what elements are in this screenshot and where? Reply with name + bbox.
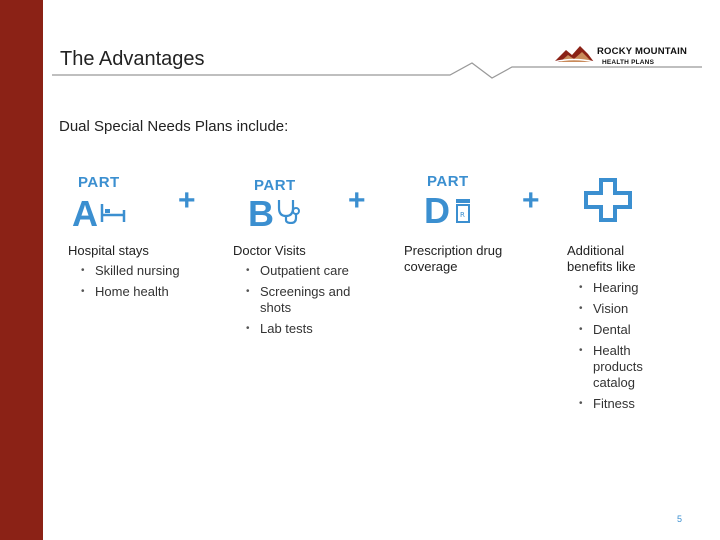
bullet-list-doctor	[246, 263, 366, 342]
page-title: The Advantages	[60, 48, 205, 70]
plus-sign: +	[522, 184, 540, 217]
list-item: • Health products catalog	[579, 343, 659, 391]
stethoscope-icon	[275, 198, 303, 224]
plus-sign: +	[348, 184, 366, 217]
logo-subtext: HEALTH PLANS	[602, 59, 655, 66]
hospital-bed-icon	[100, 202, 126, 224]
column-heading-doctor: Doctor Visits	[233, 243, 306, 258]
list-item: • Dental	[579, 322, 659, 338]
bullet-list-additional	[579, 280, 659, 417]
list-item: • Hearing	[579, 280, 659, 296]
list-item: • Outpatient care	[246, 263, 366, 279]
left-accent-bar	[0, 0, 43, 540]
part-b-letter: B	[248, 193, 274, 234]
pill-bottle-icon	[454, 198, 472, 224]
logo-text: ROCKY MOUNTAIN	[597, 46, 688, 57]
list-item: • Screenings and shots	[246, 284, 352, 316]
list-item: • Home health	[81, 284, 221, 300]
list-item: • Fitness	[579, 396, 659, 412]
section-subtitle: Dual Special Needs Plans include:	[59, 118, 289, 135]
list-item: • Lab tests	[246, 321, 366, 337]
page-number: 5	[677, 514, 683, 524]
column-heading-prescription: Prescription drug coverage	[404, 243, 503, 274]
bullet-list-hospital	[81, 263, 221, 305]
part-d-label: PART	[427, 173, 469, 190]
part-d-letter: D	[424, 190, 450, 231]
part-a-label: PART	[78, 174, 120, 191]
column-heading-additional: Additional benefits like	[567, 243, 636, 274]
part-a-letter: A	[72, 193, 98, 234]
list-item: • Vision	[579, 301, 659, 317]
list-item: • Skilled nursing	[81, 263, 221, 279]
part-b-label: PART	[254, 177, 296, 194]
medical-plus-icon	[584, 178, 632, 222]
column-heading-hospital: Hospital stays	[68, 243, 149, 258]
plus-sign: +	[178, 184, 196, 217]
svg-text:R: R	[460, 211, 465, 219]
